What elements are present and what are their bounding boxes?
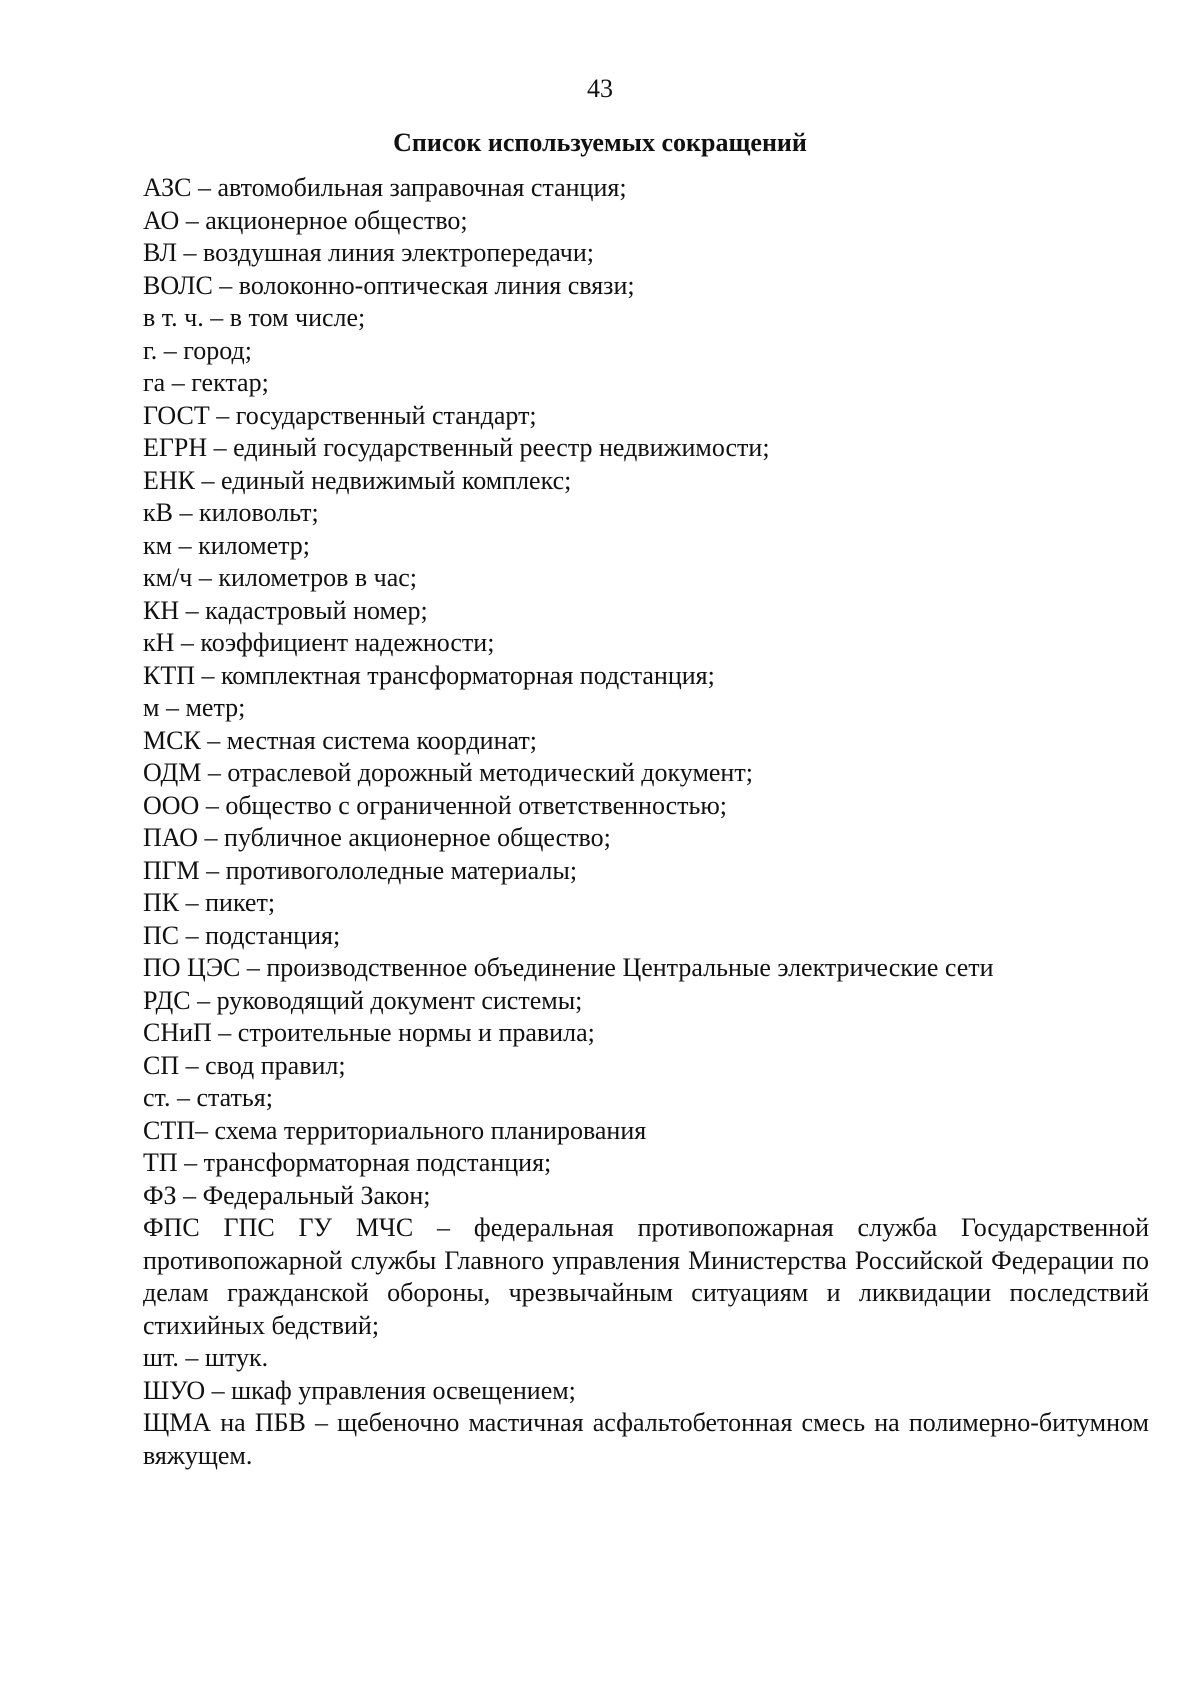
list-item: ВОЛС – волоконно-оптическая линия связи; [143,270,635,300]
list-item: шт. – штук. [143,1343,269,1372]
list-item: ПО ЦЭС – производственное объединение Центральные электрические сети [143,953,994,982]
list-item: ЕНК – единый недвижимый комплекс; [143,465,572,495]
list-item: АО – акционерное общество; [143,205,468,235]
abbreviation-list [143,172,1149,1472]
list-item: ОДМ – отраслевой дорожный методический документ; [143,758,753,787]
list-item: м – метр; [143,693,246,722]
list-item: ПАО – публичное акционерное общество; [143,823,611,852]
list-item: ГОСТ – государственный стандарт; [143,400,537,430]
list-item: СНиП – строительные нормы и правила; [143,1018,595,1047]
list-item: ТП – трансформаторная подстанция; [143,1148,552,1177]
list-item: ПК – пикет; [143,888,276,917]
list-item: ФЗ – Федеральный Закон; [143,1180,431,1210]
list-item: га – гектар; [143,368,269,397]
list-item: ПС – подстанция; [143,920,341,950]
list-item: АЗС – автомобильная заправочная станция; [143,173,627,202]
list-item: ПГМ – противогололедные материалы; [143,855,578,885]
list-item: км – километр; [143,530,311,560]
list-item: КН – кадастровый номер; [143,595,428,625]
list-item: ВЛ – воздушная линия электропередачи; [143,238,594,267]
list-item: кН – коэффициент надежности; [143,628,495,657]
list-item: СП – свод правил; [143,1050,346,1080]
list-item: в т. ч. – в том числе; [143,303,366,332]
list-item: ООО – общество с ограниченной ответственностью; [143,790,728,820]
list-item: СТП– схема территориального планирования [143,1115,647,1145]
page-number: 43 [587,74,613,103]
list-item: кВ – киловольт; [143,498,319,527]
list-item: ШУО – шкаф управления освещением; [143,1375,576,1405]
list-item: МСК – местная система координат; [143,725,537,755]
list-item: ст. – статья; [143,1083,273,1112]
list-item: ЕГРН – единый государственный реестр недвижимости; [143,433,770,462]
list-item: ЩМА на ПБВ – щебеночно мастичная асфальтобетонная смесь на полимерно-битумном вяжущем. [143,1408,1149,1470]
list-item: км/ч – километров в час; [143,563,418,592]
page-title: Список используемых сокращений [393,128,807,157]
list-item: КТП – комплектная трансформаторная подстанция; [143,660,715,690]
list-item: г. – город; [143,335,252,365]
list-item: РДС – руководящий документ системы; [143,985,583,1015]
list-item: ФПС ГПС ГУ МЧС – федеральная противопожарная служба Государственной противопожарной службы Главного управления Министерства Российской Федерации по делам гражданской обороны, чрезвычайным ситуациям и ликвидации последствий стихийных бедствий; [143,1213,1149,1340]
